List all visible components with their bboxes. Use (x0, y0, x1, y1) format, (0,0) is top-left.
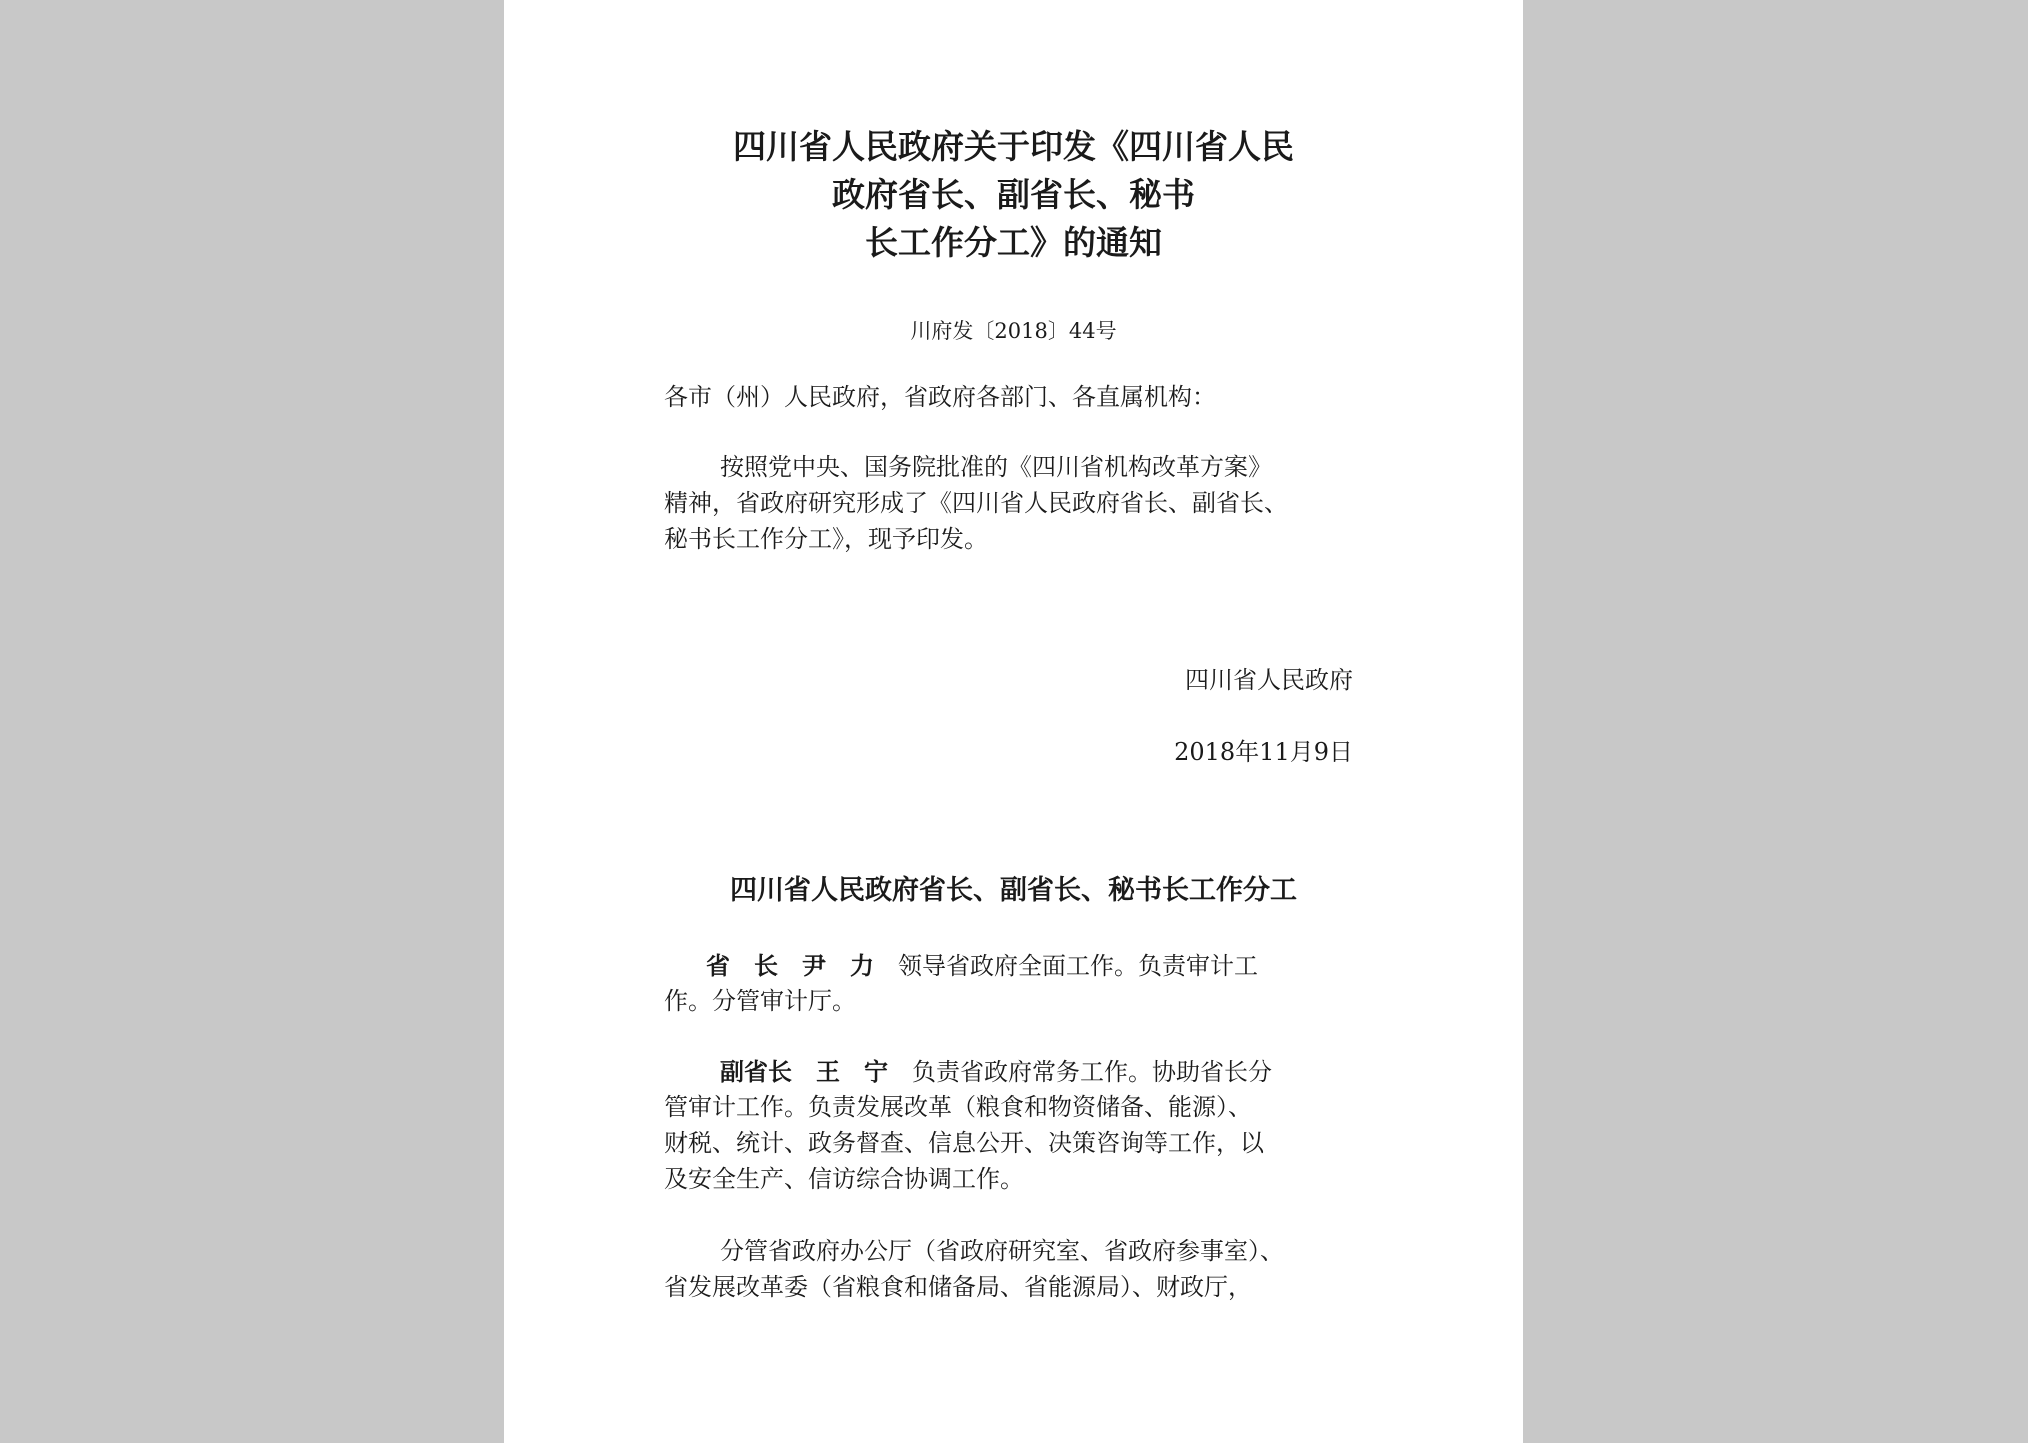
document-page (504, 0, 1523, 1443)
governor-duties-2: 作。分管审计厅。 (664, 987, 856, 1015)
governor-duties-1: 领导省政府全面工作。负责审计工 (898, 952, 1258, 980)
vice-governor-duties-3: 财税、统计、政务督查、信息公开、决策咨询等工作，以 (664, 1129, 1264, 1157)
issue-date: 2018年11月9日 (1174, 738, 1353, 766)
notice-title-line-1: 四川省人民政府关于印发《四川省人民 (733, 127, 1294, 166)
governor-name: 尹 力 (802, 951, 874, 980)
governor-role: 省 长 (706, 951, 778, 980)
vice-governor-role: 副省长 (720, 1057, 792, 1086)
vice-governor-name: 王 宁 (816, 1057, 888, 1086)
document-number: 川府发〔2018〕44号 (910, 319, 1117, 343)
body-line-3: 秘书长工作分工》，现予印发。 (664, 525, 988, 553)
notice-title-line-2: 政府省长、副省长、秘书 (832, 175, 1195, 214)
supervision-line-2: 省发展改革委（省粮食和储备局、省能源局）、财政厅， (664, 1273, 1252, 1301)
vice-governor-duties-4: 及安全生产、信访综合协调工作。 (664, 1165, 1024, 1193)
vice-governor-duties-2: 管审计工作。负责发展改革（粮食和物资储备、能源）、 (664, 1093, 1252, 1121)
body-line-1: 按照党中央、国务院批准的《四川省机构改革方案》 (720, 453, 1272, 481)
body-line-2: 精神，省政府研究形成了《四川省人民政府省长、副省长、 (664, 489, 1288, 517)
division-title: 四川省人民政府省长、副省长、秘书长工作分工 (730, 875, 1297, 906)
addressee: 各市（州）人民政府，省政府各部门、各直属机构： (664, 383, 1216, 411)
notice-title-line-3: 长工作分工》的通知 (865, 223, 1162, 262)
issuer: 四川省人民政府 (1185, 666, 1353, 694)
supervision-line-1: 分管省政府办公厅（省政府研究室、省政府参事室）、 (720, 1237, 1284, 1265)
vice-governor-duties-1: 负责省政府常务工作。协助省长分 (912, 1058, 1272, 1086)
governor-line-1 (706, 948, 1258, 984)
vice-governor-line-1 (720, 1054, 1272, 1090)
